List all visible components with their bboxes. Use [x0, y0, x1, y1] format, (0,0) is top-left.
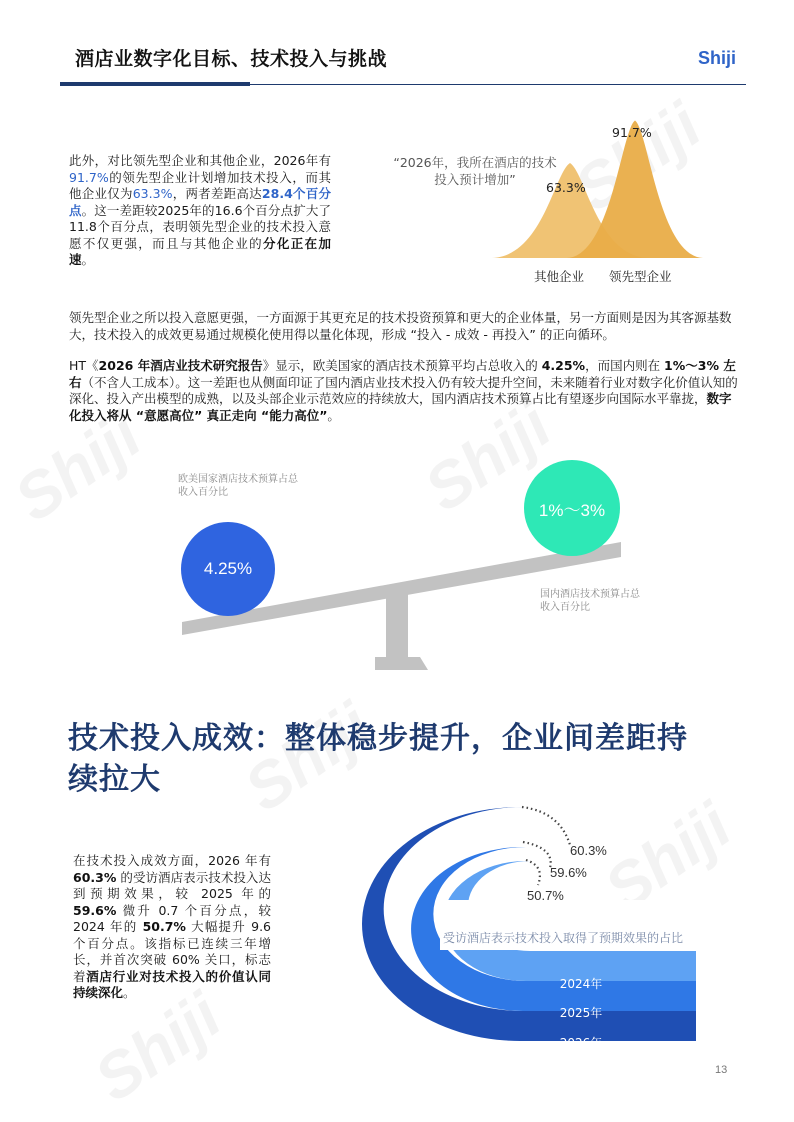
highlight-value: 63.3% [132, 186, 173, 201]
balance-left-label: 欧美国家酒店技术预算占总收入百分比 [178, 474, 298, 498]
balance-left-value: 4.25% [203, 559, 253, 578]
paragraph-effect [73, 853, 271, 1002]
bold-value: 4.25% [541, 358, 586, 373]
text-run: 在技术投入成效方面，2026 年有 [73, 853, 271, 868]
peak-value-other: 63.3% [546, 180, 586, 195]
text-run: 。 [327, 407, 340, 423]
balance-right-circle [524, 460, 620, 556]
intro-paragraph [69, 153, 331, 269]
text-run: ，两者差距高达 [172, 186, 262, 201]
rainbow-value-2026: 60.3% [570, 843, 607, 858]
balance-post [386, 586, 408, 657]
mountain-chart-quote: “2026年，我所在酒店的技术投入预计增加” [393, 155, 557, 187]
text-run: 。这一差距较2025年的16.6个百分点扩大了11.8个百分点，表明领先型企业的技术投入意愿不仅更强，而且与其他企业的 [69, 202, 331, 251]
page-number: 13 [715, 1064, 728, 1076]
bold-text: 分化正在加速 [69, 235, 331, 267]
rainbow-year-2025: 2025年 [559, 1006, 603, 1020]
rainbow-year-2026: 2026年 [559, 1036, 603, 1050]
leader-dots-2025 [523, 842, 551, 868]
text-run: 》显示，欧美国家的酒店技术预算平均占总收入的 [262, 358, 542, 373]
mountain-chart [490, 110, 720, 290]
header-rule [250, 84, 746, 85]
text-run: HT《 [69, 358, 99, 373]
balance-right-label: 国内酒店技术预算占总收入百分比 [540, 589, 640, 613]
text-run: 。 [123, 985, 136, 1000]
rainbow-value-2024: 50.7% [527, 888, 564, 903]
page-header-title: 酒店业数字化目标、技术投入与挑战 [75, 48, 388, 70]
text-run: ，而国内则在 [585, 358, 665, 373]
highlight-value: 28.4个百分点 [69, 186, 331, 218]
shiji-logo: Shiji [698, 48, 737, 68]
highlight-value: 91.7% [69, 169, 109, 185]
balance-base [375, 657, 428, 670]
paragraph-leader-reason: 领先型企业之所以投入意愿更强，一方面源于其更充足的技术投资预算和更大的企业体量，另一方面则是因为其客源基数大，技术投入的成效更易通过规模化使用得以量化体现，形成 “投入 - 成效 - 再投入” 的正向循环。 [69, 310, 732, 342]
text-run: （不含人工成本）。这一差距也从侧面印证了国内酒店业技术投入仍有较大提升空间，未来随着行业对数字化价值认知的深化、投入产出模型的成熟，以及头部企业示范效应的持续放大，国内酒店技术预算占比有望逐步向国际水平靠拢， [69, 374, 738, 406]
text-run: 此外，对比领先型企业和其他企业，2026年有 [69, 153, 331, 168]
balance-right-value: 1%～3% [538, 500, 606, 520]
leader-dots-2024 [526, 860, 540, 885]
text-run: 大幅提升 9.6 个百分点。该指标已连续三年增长，并首次突破 60% 关口，标志着 [73, 919, 271, 984]
rainbow-caption: 受访酒店表示技术投入取得了预期效果的占比 [443, 931, 684, 945]
bold-text: 数字化投入将从 “意愿高位” 真正走向 “能力高位” [69, 391, 732, 423]
bold-text: 酒店行业对技术投入的价值认同持续深化 [73, 968, 271, 1000]
bold-value: 50.7% [142, 919, 186, 934]
text-run: 的受访酒店表示技术投入达到预期效果，较 2025 年的 [73, 869, 271, 901]
paragraph-budget-comparison [69, 358, 741, 424]
report-title: 2026 年酒店业技术研究报告 [98, 358, 263, 373]
peak-value-leader: 91.7% [612, 125, 652, 140]
bold-value: 59.6% [73, 902, 117, 918]
peak-label-other: 其他企业 [534, 269, 585, 284]
rainbow-value-2025: 59.6% [550, 865, 587, 880]
header-rule-accent [60, 82, 250, 86]
text-run: 的领先型企业计划增加技术投入，而其他企业仅为 [69, 169, 331, 201]
balance-left-circle [181, 522, 275, 616]
peak-label-leader: 领先型企业 [609, 269, 672, 284]
bold-value: 1%～3% 左右 [69, 358, 736, 390]
leader-dots-2026 [522, 807, 570, 845]
section-title: 技术投入成效：整体稳步提升，企业间差距持续拉大 [68, 721, 688, 797]
text-run: 微升 0.7 个百分点，较 2024 年的 [73, 902, 271, 934]
text-run: 。 [81, 252, 95, 267]
rainbow-year-2024: 2024年 [559, 977, 603, 991]
bold-value: 60.3% [73, 869, 117, 885]
